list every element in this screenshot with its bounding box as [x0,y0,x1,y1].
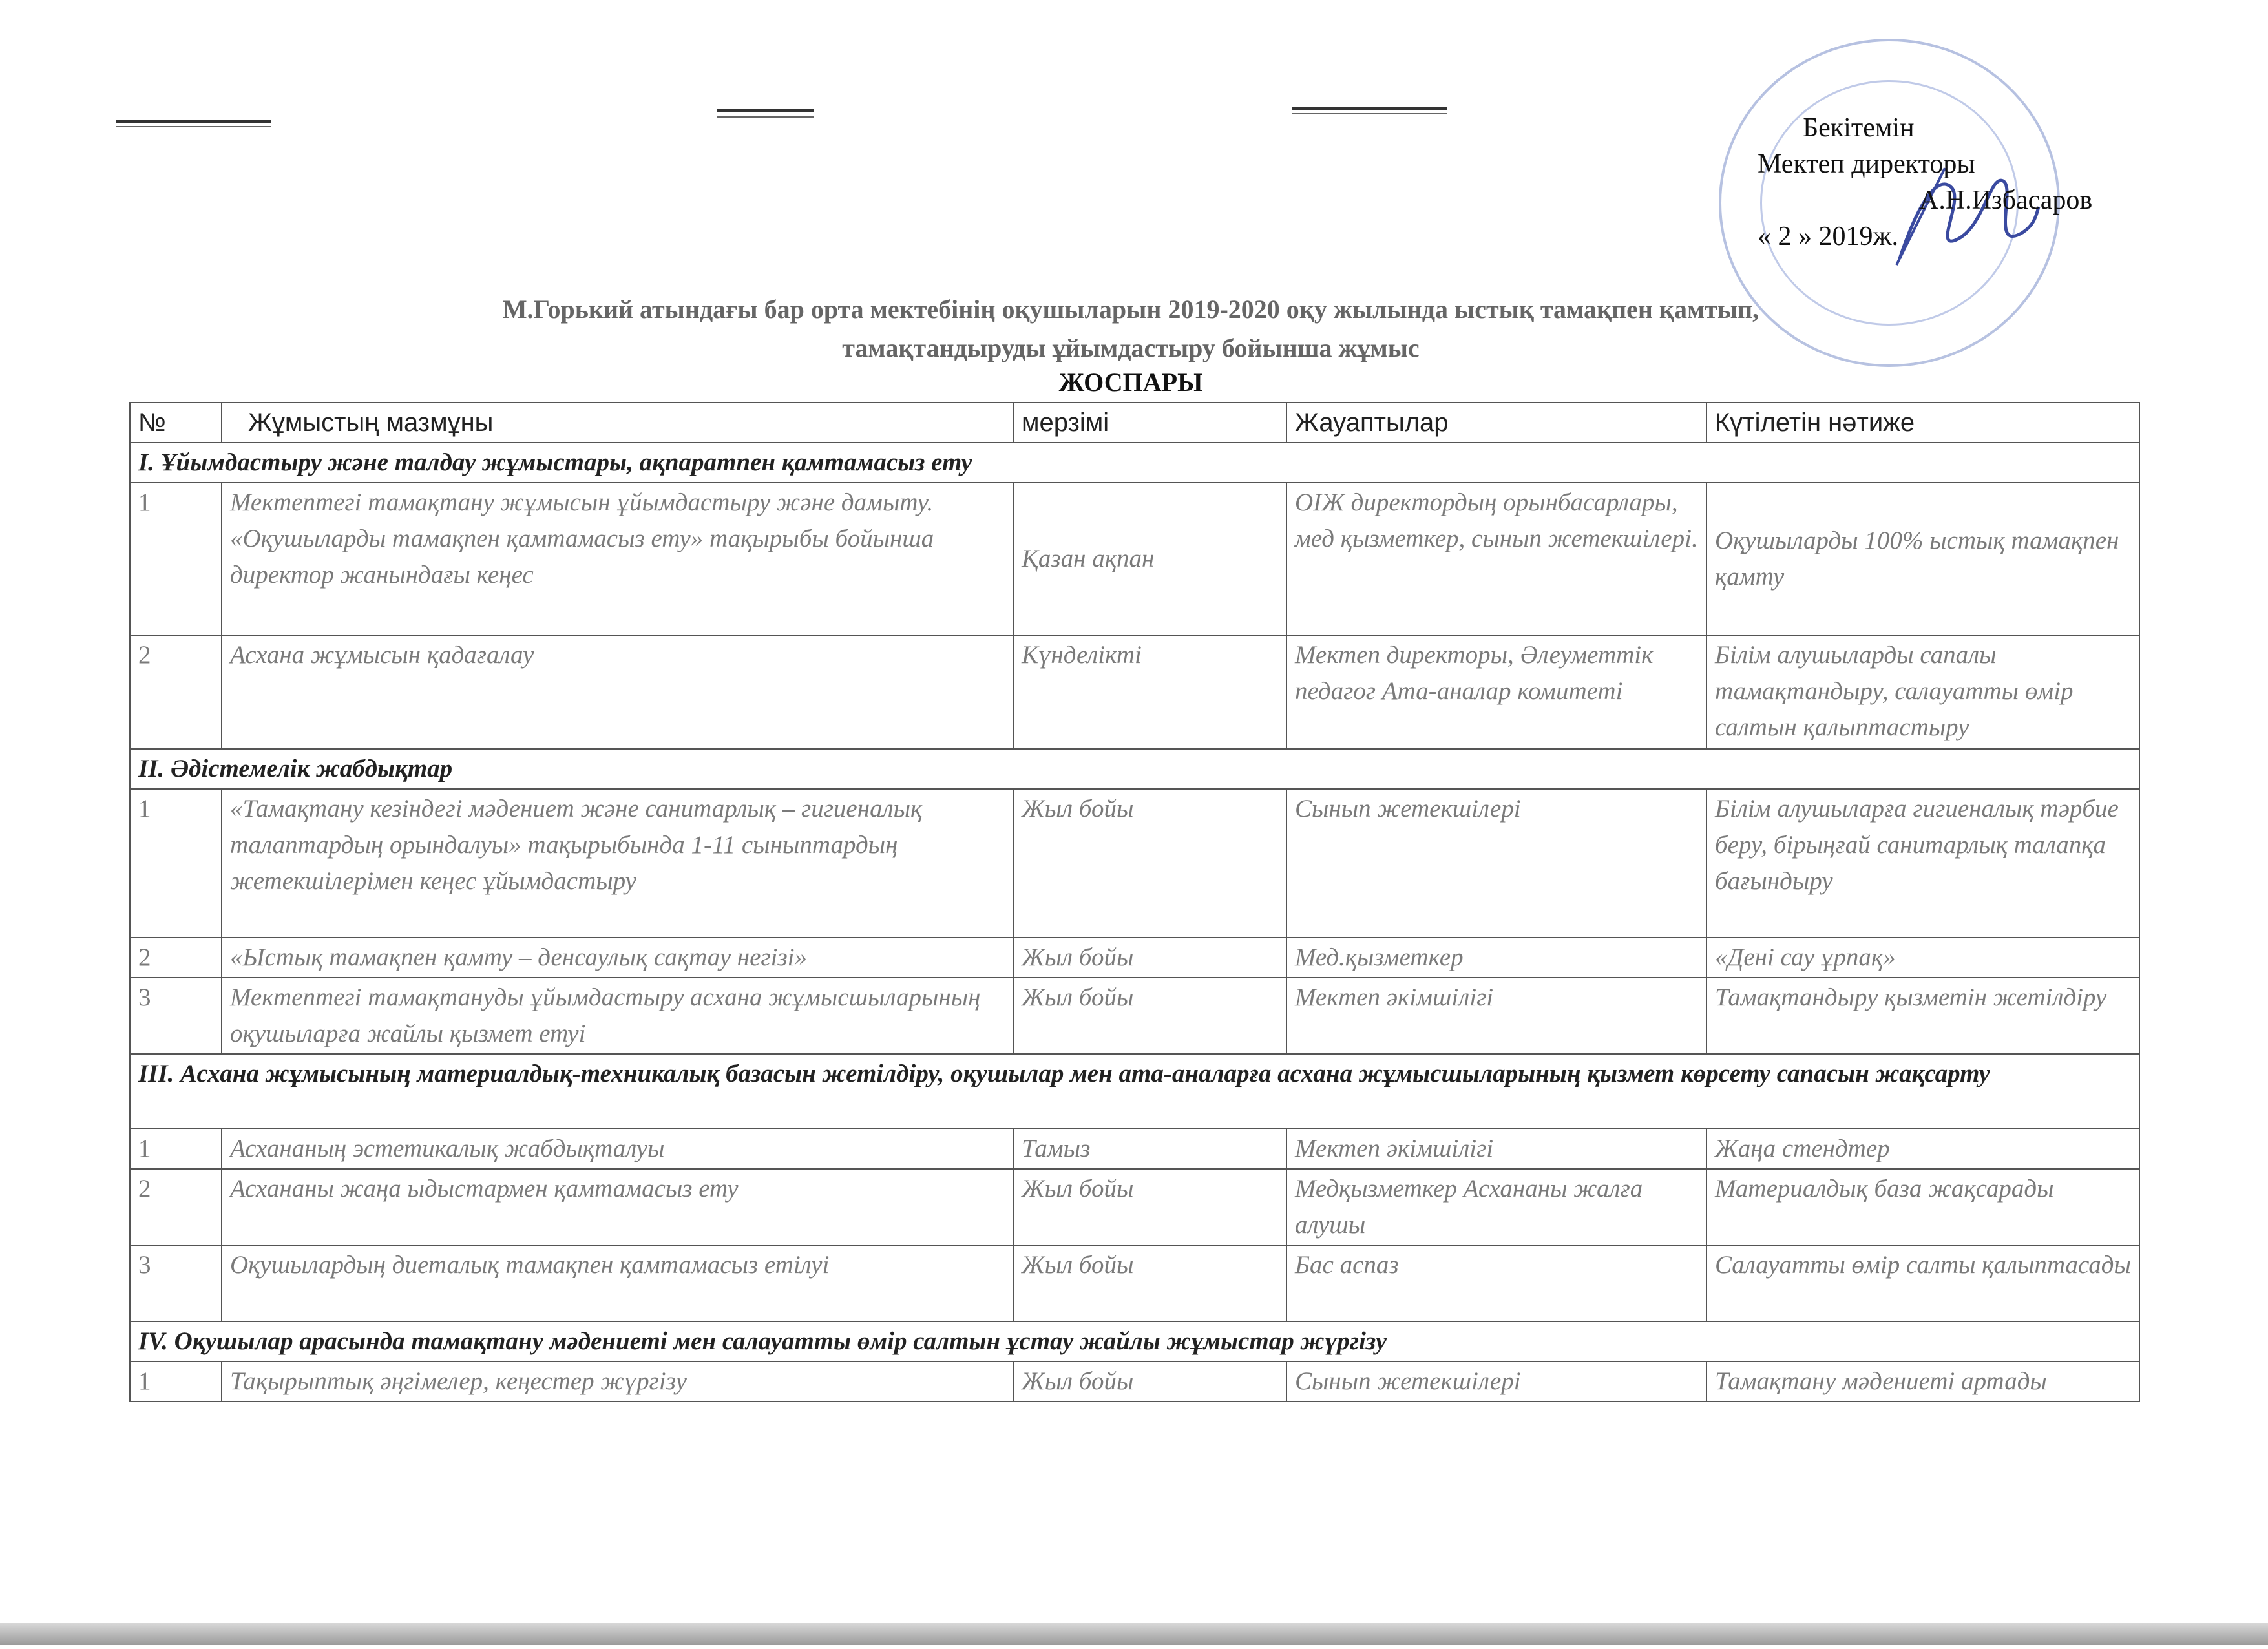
top-rule-left-thin [116,126,271,127]
row-content: Мектептегі тамақтануды ұйымдастыру асхана жұмысшыларының оқушыларға жайлы қызмет етуі [222,978,1013,1054]
header-term: мерзімі [1013,403,1286,443]
row-number: 1 [130,483,222,635]
row-number: 1 [130,1361,222,1402]
top-rule-right [1292,107,1447,110]
row-responsible: Мектеп директоры, Әлеуметтік педагог Ата-аналар комитеті [1286,635,1706,749]
section-title: ІV. Оқушылар арасында тамақтану мәдениеті мен салауатты өмір салтын ұстау жайлы жұмыстар жүргізу [130,1321,2139,1361]
row-result: Жаңа стендтер [1706,1129,2139,1169]
row-content: Асхананың эстетикалық жабдықталуы [222,1129,1013,1169]
row-responsible: ОІЖ директордың орынбасарлары, мед қызметкер, сынып жетекшілері. [1286,483,1706,635]
section-title: І. Ұйымдастыру және талдау жұмыстары, ақпаратпен қамтамасыз ету [130,443,2139,483]
row-result: Тамақтандыру қызметін жетілдіру [1706,978,2139,1054]
row-number: 2 [130,1169,222,1245]
row-content: «Тамақтану кезіндегі мәдениет және санитарлық – гигиеналық талаптардың орындалуы» тақырыбында 1-11 сыныптардың жетекшілерімен кеңес ұйымдастыру [222,789,1013,938]
header-number: № [130,403,222,443]
doc-title-line-3: ЖОСПАРЫ [1058,368,1203,397]
row-term: Қазан ақпан [1013,483,1286,635]
row-content: Асхана жұмысын қадағалау [222,635,1013,749]
top-rule-middle [717,109,814,112]
section-row [130,1321,2139,1361]
row-responsible: Мектеп әкімшілігі [1286,978,1706,1054]
row-responsible: Мектеп әкімшілігі [1286,1129,1706,1169]
row-result: Білім алушыларға гигиеналық тәрбие беру, бірыңғай санитарлық талапқа бағындыру [1706,789,2139,938]
row-number: 1 [130,1129,222,1169]
row-result: Білім алушыларды сапалы тамақтандыру, салауатты өмір салтын қалыптастыру [1706,635,2139,749]
row-number: 3 [130,1245,222,1321]
row-content: Оқушылардың диеталық тамақпен қамтамасыз етілуі [222,1245,1013,1321]
top-rule-left [116,120,271,123]
approval-line-3: А.Н.Избасаров [1919,185,2093,215]
row-number: 2 [130,635,222,749]
row-responsible: Сынып жетекшілері [1286,789,1706,938]
approval-line-4: « 2 » 2019ж. [1758,222,1899,251]
header-responsible: Жауаптылар [1286,403,1706,443]
row-responsible: Мед.қызметкер [1286,938,1706,978]
row-content: Мектептегі тамақтану жұмысын ұйымдастыру және дамыту. «Оқушыларды тамақпен қамтамасыз ету» тақырыбы бойынша директор жанындағы кеңес [222,483,1013,635]
plan-table [129,402,2140,1402]
section-row [130,749,2139,789]
row-result: «Дені сау ұрпақ» [1706,938,2139,978]
row-responsible: Бас аспаз [1286,1245,1706,1321]
section-row [130,1054,2139,1129]
row-result: Оқушыларды 100% ыстық тамақпен қамту [1706,483,2139,635]
row-term: Жыл бойы [1013,978,1286,1054]
row-term: Жыл бойы [1013,938,1286,978]
approval-line-1: Бекітемін [1803,113,1915,143]
row-term: Тамыз [1013,1129,1286,1169]
row-content: Асхананы жаңа ыдыстармен қамтамасыз ету [222,1169,1013,1245]
section-title: ІІ. Әдістемелік жабдықтар [130,749,2139,789]
header-result: Күтілетін нәтиже [1706,403,2139,443]
row-term: Жыл бойы [1013,1245,1286,1321]
table-row [130,1129,2139,1169]
table-row [130,635,2139,749]
row-number: 3 [130,978,222,1054]
top-rule-middle-thin [717,116,814,118]
row-number: 1 [130,789,222,938]
approval-line-2: Мектеп директоры [1758,149,1975,179]
header-content: Жұмыстың мазмұны [222,403,1013,443]
table-row [130,1245,2139,1321]
table-row [130,483,2139,635]
row-responsible: Медқызметкер Асхананы жалға алушы [1286,1169,1706,1245]
table-row [130,1361,2139,1402]
table-row [130,978,2139,1054]
doc-title-line-1: М.Горький атындағы бар орта мектебінің оқушыларын 2019-2020 оқу жылында ыстық тамақпен қамтып, [502,295,1759,324]
table-header-row [130,403,2139,443]
row-term: Жыл бойы [1013,1361,1286,1402]
row-number: 2 [130,938,222,978]
table-row [130,938,2139,978]
doc-title-line-2: тамақтандыруды ұйымдастыру бойынша жұмыс [842,333,1420,362]
table-row [130,1169,2139,1245]
table-row [130,789,2139,938]
row-result: Материалдық база жақсарады [1706,1169,2139,1245]
row-result: Тамақтану мәдениеті артады [1706,1361,2139,1402]
approval-block [1758,110,2158,255]
row-content: Тақырыптық әңгімелер, кеңестер жүргізу [222,1361,1013,1402]
row-term: Жыл бойы [1013,1169,1286,1245]
row-result: Салауатты өмір салты қалыптасады [1706,1245,2139,1321]
top-rule-right-thin [1292,113,1447,114]
section-title: ІІІ. Асхана жұмысының материалдық-техникалық базасын жетілдіру, оқушылар мен ата-аналарға асхана жұмысшыларының қызмет көрсету сапасын жақсарту [130,1054,2139,1129]
section-row [130,443,2139,483]
row-content: «Ыстық тамақпен қамту – денсаулық сақтау негізі» [222,938,1013,978]
row-responsible: Сынып жетекшілері [1286,1361,1706,1402]
scan-edge [0,1623,2268,1645]
row-term: Жыл бойы [1013,789,1286,938]
row-term: Күнделікті [1013,635,1286,749]
